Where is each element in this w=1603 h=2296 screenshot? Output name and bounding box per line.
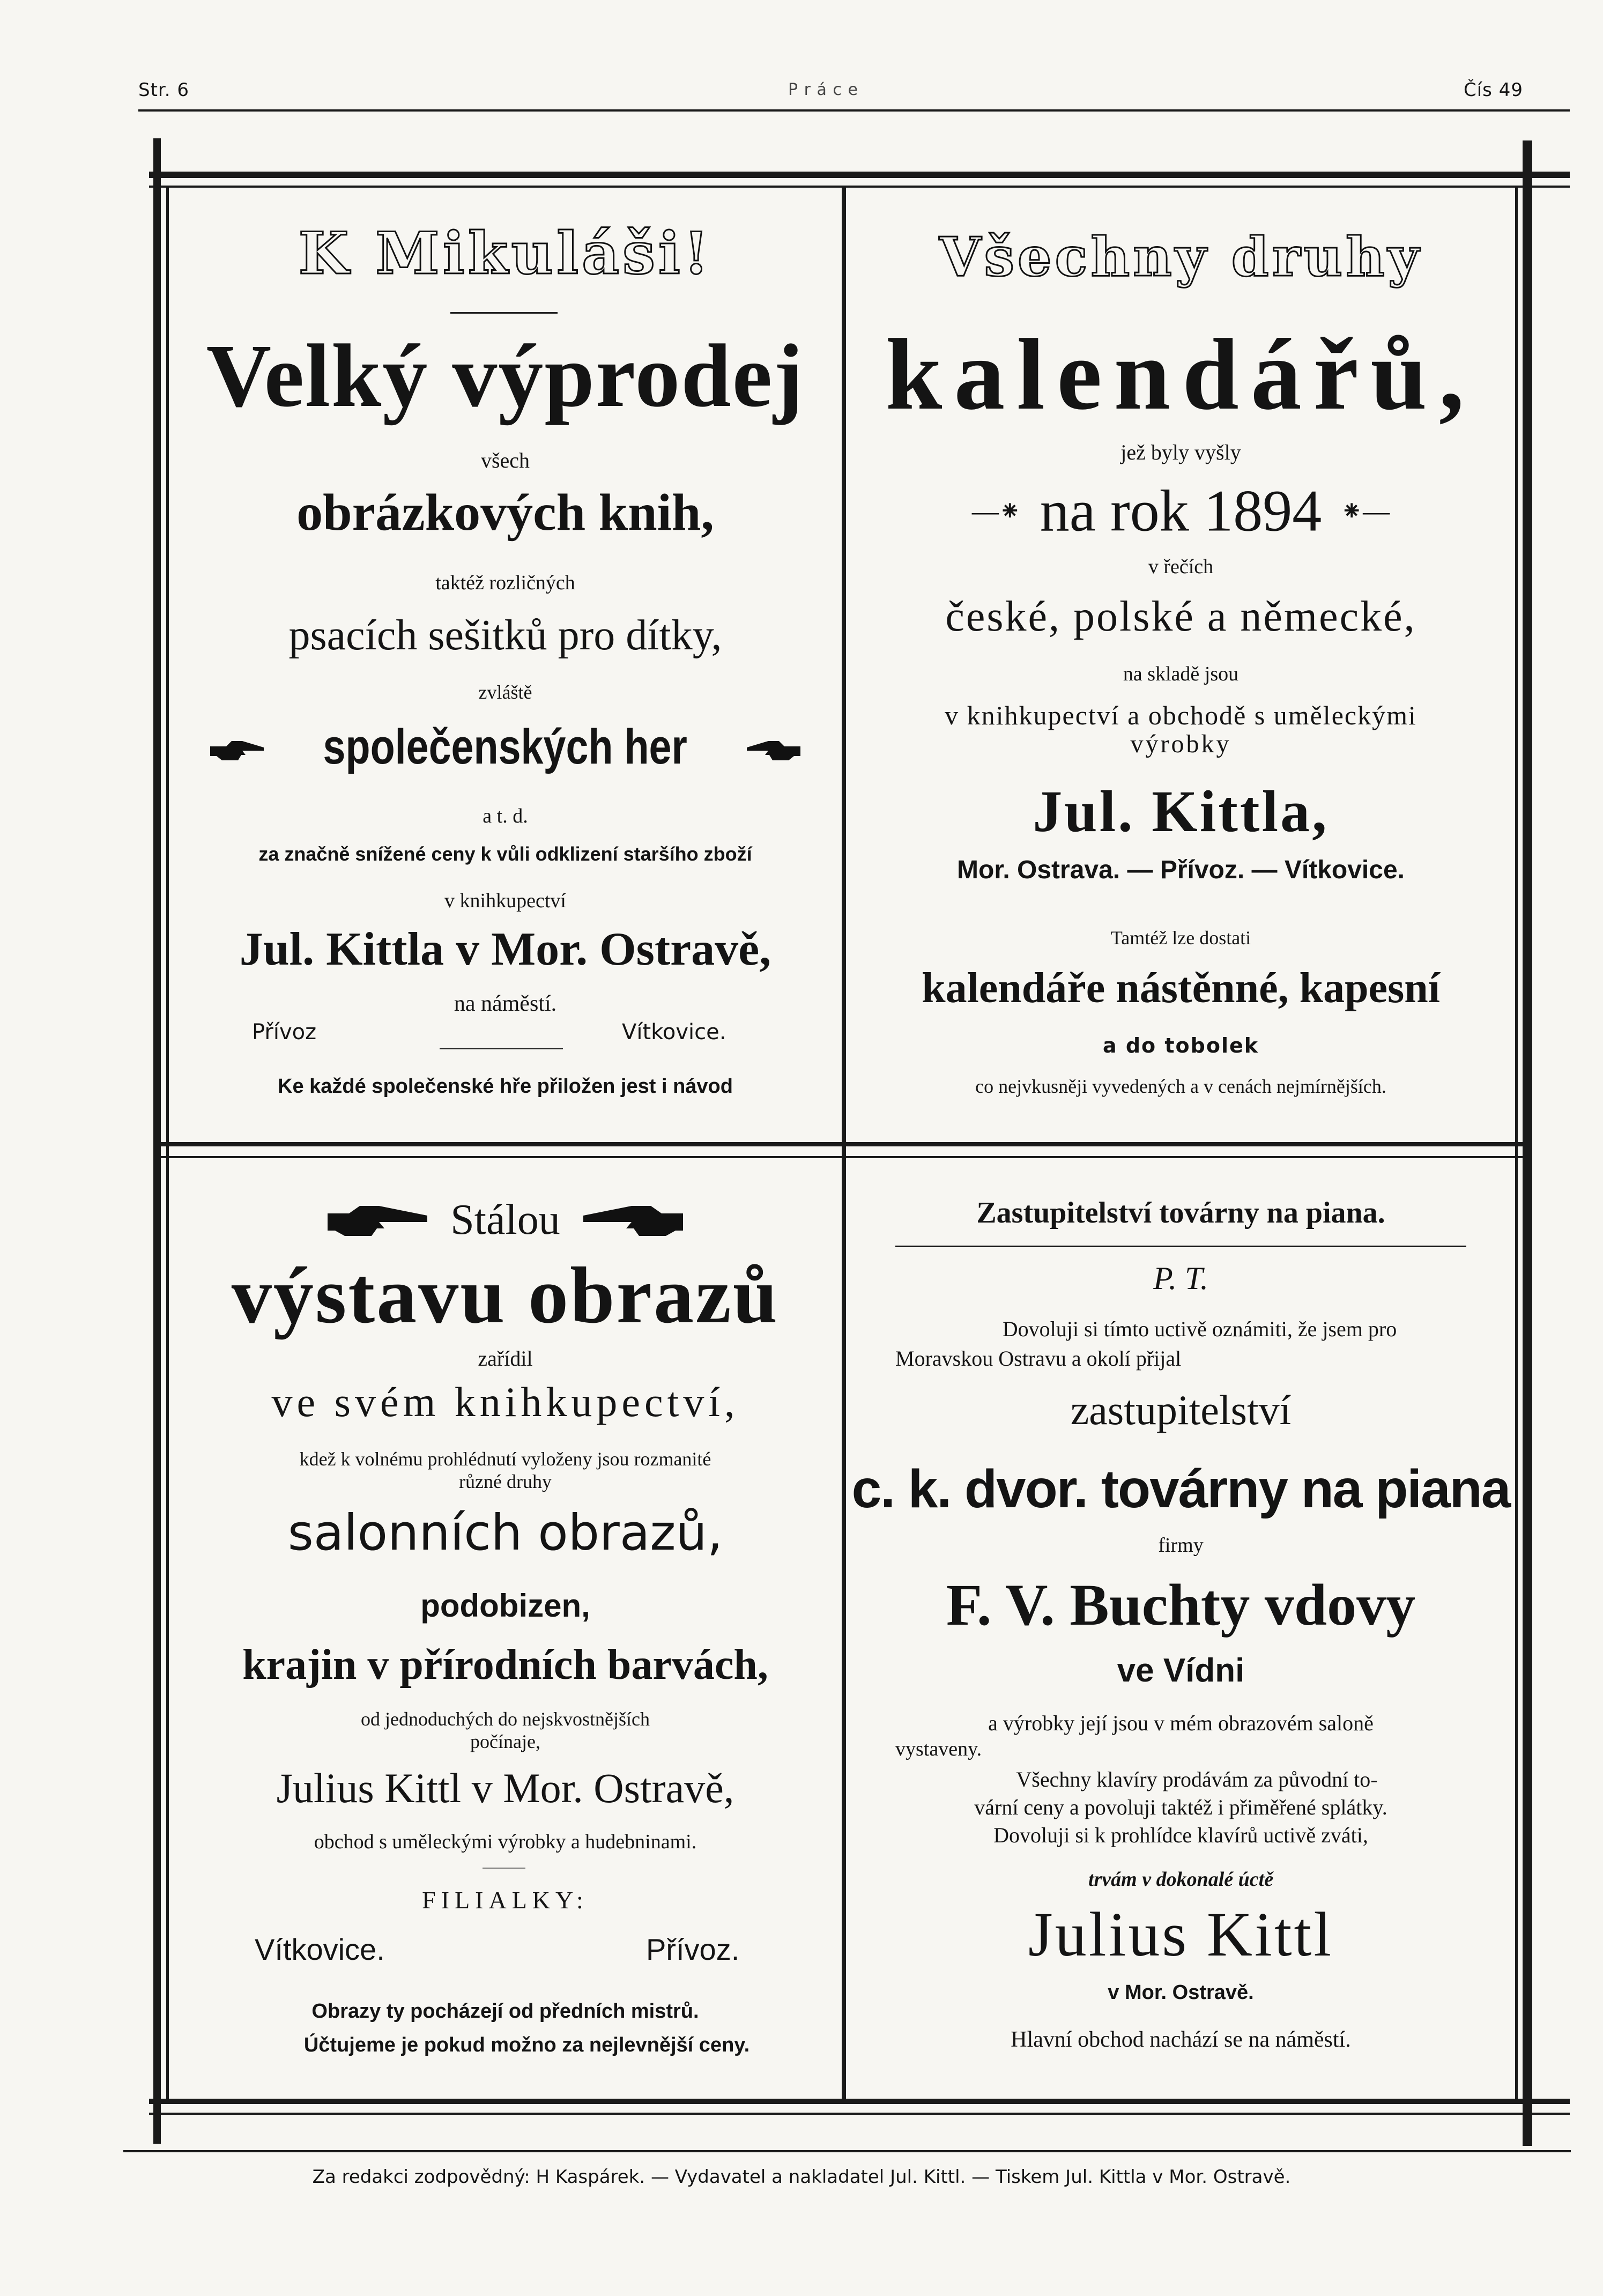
heading-underline: [895, 1246, 1466, 1247]
text-line: a do tobolek: [1102, 1034, 1259, 1057]
text-line: Dovoluji si k prohlídce klavírů uctivě zváti,: [993, 1823, 1368, 1847]
ad-piana: [847, 1161, 1515, 2097]
page-number: Str. 6: [138, 79, 190, 101]
text-line: různé druhy: [459, 1471, 552, 1492]
text-line: v řečích: [1148, 556, 1214, 578]
frame-left-post: [153, 138, 161, 2144]
stalou-text: Stálou: [450, 1196, 560, 1243]
text-line: c. k. dvor. továrny na piana: [851, 1459, 1510, 1519]
stalou-line: [172, 1196, 839, 1245]
text-line: krajin v přírodních barvách,: [242, 1641, 768, 1688]
branch-label: Přívoz.: [646, 1932, 740, 1966]
text-line: Hlavní obchod nachází se na náměstí.: [1011, 2027, 1351, 2052]
pointing-hand-icon: [324, 1202, 432, 1239]
text-line: firmy: [1158, 1534, 1204, 1557]
text-line: v knihkupectví a obchodě s uměleckými: [945, 700, 1417, 730]
text-line: v knihkupectví: [444, 890, 566, 912]
text-line: taktéž rozličných: [435, 572, 575, 594]
ad-vystava-headline: výstavu obrazů: [231, 1251, 780, 1340]
text-line: zastupitelství: [1070, 1387, 1292, 1433]
text-line: Dovoluji si tímto uctivě oznámiti, že jsem pro: [1002, 1317, 1397, 1341]
text-line: všech: [480, 448, 530, 472]
text-line: kalendáře nástěnné, kapesní: [922, 965, 1440, 1012]
text-line: Julius Kittl v Mor. Ostravě,: [276, 1765, 734, 1811]
ad-mikulasi-heading: K Mikuláši!: [298, 220, 713, 287]
pointing-hand-icon: [208, 737, 267, 764]
text-line: Obrazy ty pocházejí od předních mistrů.: [311, 2000, 699, 2023]
ad-kalendaru-headline: kalendářů,: [885, 319, 1476, 431]
text-line: Mor. Ostrava. — Přívoz. — Vítkovice.: [957, 856, 1405, 884]
text-line: Všechny klavíry prodávám za původní to-: [1016, 1767, 1378, 1791]
text-line: F. V. Buchty vdovy: [946, 1572, 1416, 1638]
text-line: za značně snížené ceny k vůli odklizení staršího zboží: [258, 843, 752, 865]
text-line: na skladě jsou: [1123, 663, 1239, 685]
text-line: výrobky: [1130, 730, 1231, 758]
decorative-dash: [483, 1868, 525, 1869]
issue-number: Čís 49: [1464, 79, 1523, 101]
text-line: ve svém knihkupectví,: [271, 1379, 739, 1425]
text-line: počínaje,: [470, 1731, 540, 1752]
frame-middle-thin: [161, 1156, 1523, 1158]
decorative-dash: [450, 312, 558, 314]
text-line: obchod s uměleckými výrobky a hudebninami.: [314, 1831, 697, 1853]
text-line: co nejvkusněji vyvedených a v cenách nejmírnějších.: [975, 1076, 1386, 1097]
text-line: vární ceny a povoluji taktéž i přiměřené splátky.: [974, 1795, 1387, 1819]
ad-mikulasi-headline: Velký výprodej: [206, 326, 805, 426]
newspaper-title: P r á c e: [788, 80, 858, 99]
branch-label: Vítkovice.: [622, 1020, 726, 1045]
text-line: ve Vídni: [1117, 1652, 1245, 1689]
ornament-right: ⁕—: [1340, 496, 1390, 527]
ad-kalendaru: [847, 188, 1515, 1142]
header-rule: [138, 109, 1570, 112]
frame-bottom-rule: [123, 2150, 1571, 2152]
text-line: vystaveny.: [895, 1738, 982, 1760]
text-line: kdež k volnému prohlédnutí vyloženy jsou rozmanité: [299, 1448, 711, 1470]
text-line: obrázkových knih,: [296, 484, 714, 542]
text-line: a výrobky její jsou v mém obrazovém saloně: [988, 1711, 1374, 1735]
text-line: Moravskou Ostravu a okolí přijal: [895, 1346, 1182, 1371]
text-line: Jul. Kittla v Mor. Ostravě,: [239, 923, 771, 975]
text-line: salonních obrazů,: [287, 1504, 723, 1561]
text-line: podobizen,: [420, 1588, 590, 1624]
games-text: společenských her: [323, 720, 688, 774]
ad-mikulasi: [172, 188, 839, 1142]
text-line: FILIALKY:: [422, 1886, 589, 1914]
text-line: Ke každé společenské hře přiložen jest i návod: [278, 1075, 733, 1098]
frame-bottom-thin: [149, 2113, 1570, 2115]
frame-middle-thick: [161, 1142, 1523, 1146]
text-line: psacích sešitků pro dítky,: [288, 612, 722, 659]
text-line: Účtujeme je pokud možno za nejlevnější ceny.: [303, 2034, 750, 2056]
text-line: P. T.: [1153, 1261, 1208, 1296]
decorative-dash: [440, 1048, 563, 1049]
text-line: v Mor. Ostravě.: [1108, 1981, 1254, 2004]
text-line: zařídil: [478, 1346, 533, 1371]
ornament-left: —⁕: [971, 496, 1021, 527]
text-line: Julius Kittl: [1028, 1899, 1334, 1969]
frame-top-thick: [149, 172, 1570, 178]
year-line: [847, 472, 1515, 545]
frame-bottom-thick: [149, 2099, 1570, 2104]
text-line: Jul. Kittla,: [1033, 779, 1329, 844]
pointing-hand-icon: [744, 737, 803, 764]
text-line: od jednoduchých do nejskvostnějších: [361, 1708, 650, 1730]
games-line: [172, 716, 839, 776]
text-line: trvám v dokonalé úctě: [1088, 1868, 1274, 1891]
branch-label: Vítkovice.: [255, 1932, 385, 1966]
text-line: a t. d.: [483, 805, 528, 827]
text-line: Tamtéž lze dostati: [1110, 927, 1251, 949]
text-line: jež byly vyšly: [1120, 440, 1241, 464]
ad-piana-heading: Zastupitelství továrny na piana.: [976, 1196, 1385, 1230]
pointing-hand-icon: [579, 1202, 686, 1239]
text-line: české, polské a německé,: [945, 593, 1416, 640]
ad-kalendaru-heading: Všechny druhy: [939, 225, 1422, 288]
ad-vystava: [172, 1161, 839, 2097]
text-line: zvláště: [478, 682, 532, 703]
year-text: na rok 1894: [1040, 478, 1322, 544]
frame-right-post: [1523, 140, 1532, 2146]
branch-label: Přívoz: [252, 1020, 317, 1045]
text-line: na náměstí.: [454, 991, 557, 1016]
imprint-footer: Za redakci zodpovědný: H Kaspárek. — Vydavatel a nakladatel Jul. Kittl. — Tiskem Jul. Kittla v Mor. Ostravě.: [312, 2166, 1291, 2188]
